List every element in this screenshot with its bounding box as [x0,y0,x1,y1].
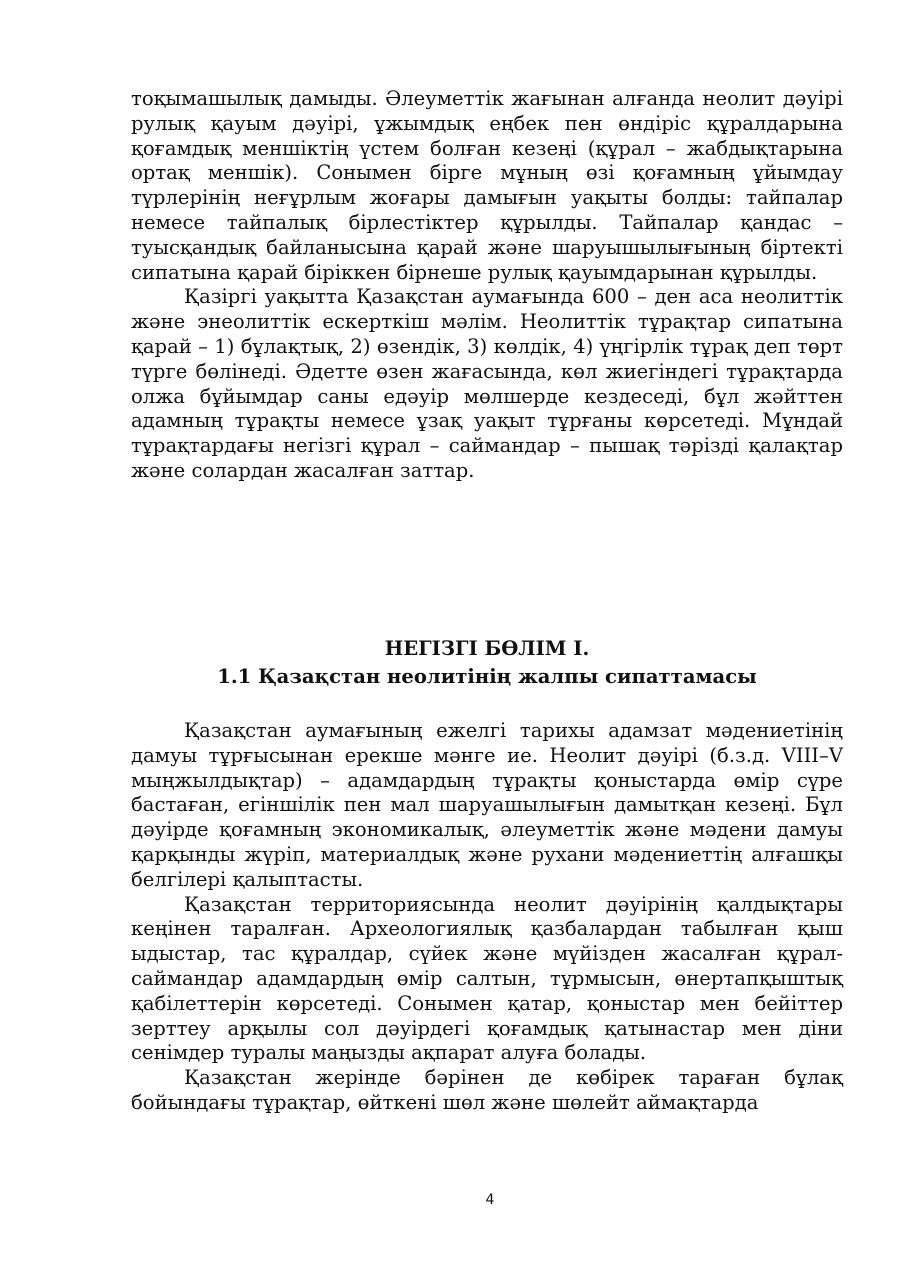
main-paragraph-2: Қазақстан территориясында неолит дәуірінің қалдықтары кеңінен таралған. Археологиялық қазбалардан табылған қыш ыдыстар, тас құралдар, сүйек және мүйізден жасалған құрал-саймандар адамдардың өмір салтын, тұрмысын, өнертапқыштық қабілеттерін көрсетеді. Сонымен қатар, қоныстар мен бейіттер зерттеу арқылы сол дәуірдегі қоғамдық қатынастар мен діни сенімдер туралы маңызды ақпарат алуға болады. [131,892,843,1065]
main-paragraph-3: Қазақстан жерінде бәрінен де көбірек тараған бұлақ бойындағы тұрақтар, өйткені шөл және шөлейт аймақтарда [131,1066,843,1114]
section-heading: НЕГІЗГІ БӨЛІМ І. [384,637,590,660]
main-paragraph-1: Қазақстан аумағының ежелгі тарихы адамзат мәдениетінің дамуы тұрғысынан ерекше мәнге ие. Неолит дәуірі (б.з.д. VIII–V мыңжылдықтар) – адамдардың тұрақты қоныстарда өмір сүре бастаған, егіншілік пен мал шаруашылығын дамытқан кезеңі. Бұл дәуірде қоғамның экономикалық, әлеуметтік және мәдени дамуы қарқынды жүріп, материалдық және рухани мәдениеттің алғашқы белгілері қалыптасты. [131,719,843,891]
intro-text-block [131,87,843,484]
intro-paragraph-2: Қазіргі уақытта Қазақстан аумағында 600 – ден аса неолиттік және энеолиттік ескерткіш мәлім. Неолиттік тұрақтар сипатына қарай – 1) бұлақтық, 2) өзендік, 3) көлдік, 4) үңгірлік тұрақ деп төрт түрге бөлінеді. Әдетте өзен жағасында, көл жиегіндегі тұрақтарда олжа бұйымдар саны едәуір мөлшерде кездеседі, бұл жәйттен адамның тұрақты немесе ұзақ уақыт тұрғаны көрсетеді. Мұндай тұрақтардағы негізгі құрал – саймандар – пышақ тәрізді қалақтар және солардан жасалған заттар. [131,285,843,482]
main-text-block [131,719,843,1116]
intro-paragraph-1: тоқымашылық дамыды. Әлеуметтік жағынан алғанда неолит дәуірі рулық қауым дәуірі, ұжымдық еңбек пен өндіріс құралдарына қоғамдық меншіктің үстем болған кезеңі (құрал – жабдықтарына ортақ меншік). Сонымен бірге мұның өзі қоғамның ұйымдау түрлерінің неғұрлым жоғары дамығын уақыты болды: тайпалар немесе тайпалық бірлестіктер құрылды. Тайпалар қандас – туысқандық байланысына қарай және шаруышылығының біртекті сипатына қарай біріккен бірнеше рулық қауымдарынан құрылды. [131,87,843,284]
page-number: 4 [485,1192,495,1208]
section-subheading: 1.1 Қазақстан неолитінің жалпы сипаттамасы [217,665,757,688]
